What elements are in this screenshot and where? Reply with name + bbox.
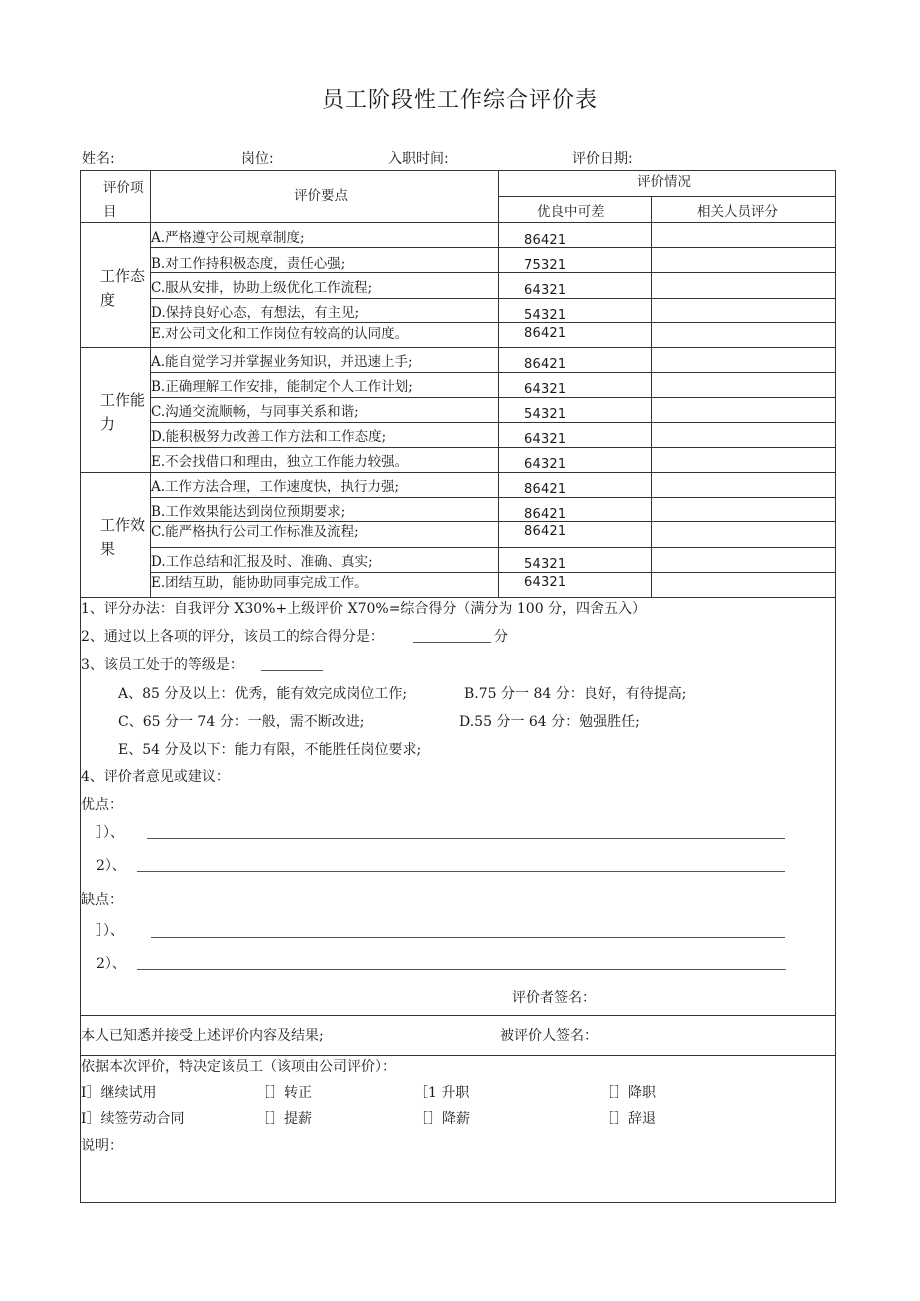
- name-label: 姓名:: [82, 151, 115, 167]
- defect-2-field[interactable]: [137, 969, 786, 970]
- header-bottom-line: [80, 222, 836, 223]
- result-item-c: C.能严格执行公司工作标准及流程;: [151, 524, 359, 540]
- grade-c: C、65 分一 74 分：一般，需不断改进;: [118, 714, 365, 730]
- section-ability-name: 工作能 力: [100, 391, 146, 433]
- option-dismiss[interactable]: ［］辞退: [600, 1111, 656, 1127]
- result-item-d: D.工作总结和汇报及时、准确、真实;: [151, 554, 373, 570]
- header-item: 评价项: [103, 180, 144, 196]
- merit-1-field[interactable]: [147, 838, 785, 839]
- evaluatee-signature-label: 被评价人签名：: [500, 1028, 598, 1044]
- defect-2-label: 2）、: [96, 956, 126, 972]
- attitude-item-e: E.对公司文化和工作岗位有较高的认同度。: [151, 326, 409, 342]
- header-situation: 评价情况: [637, 174, 691, 190]
- opinion-label: 4、评价者意见或建议：: [81, 769, 230, 785]
- attitude-item-a: A.严格遵守公司规章制度;: [151, 230, 305, 246]
- result-item-e: E.团结互助，能协助同事完成工作。: [151, 575, 368, 591]
- defect-1-field[interactable]: [151, 937, 785, 938]
- ability-score-e: 64321: [524, 457, 567, 472]
- result-item-a: A.工作方法合理，工作速度快，执行力强;: [151, 479, 400, 495]
- acknowledge-text: 本人已知悉并接受上述评价内容及结果;: [81, 1028, 324, 1044]
- grade-level-prefix: 3、该员工处于的等级是：: [81, 657, 244, 673]
- result-score-e: 64321: [524, 575, 567, 590]
- header-divider: [498, 196, 835, 197]
- evaluator-signature-label: 评价者签名：: [512, 990, 596, 1006]
- header-points: 评价要点: [294, 188, 348, 204]
- total-score-prefix: 2、通过以上各项的评分，该员工的综合得分是：: [81, 629, 384, 645]
- ability-score-b: 64321: [524, 382, 567, 397]
- ability-score-d: 64321: [524, 432, 567, 447]
- header-grades: 优良中可差: [537, 204, 605, 220]
- attitude-score-d: 54321: [524, 308, 567, 323]
- page-title: 员工阶段性工作综合评价表: [321, 88, 598, 113]
- attitude-item-b: B.对工作持积极态度，责任心强;: [151, 256, 346, 272]
- remark-label: 说明：: [81, 1138, 123, 1154]
- merit-2-label: 2）、: [96, 858, 126, 874]
- grade-d: D.55 分一 64 分：勉强胜任;: [459, 714, 640, 730]
- header-others: 相关人员评分: [697, 204, 778, 220]
- merit-2-field[interactable]: [137, 871, 785, 872]
- decision-intro: 依据本次评价，特决定该员工（该项由公司评价）：: [81, 1059, 396, 1075]
- result-score-c: 86421: [524, 524, 567, 539]
- attitude-score-b: 75321: [524, 258, 567, 273]
- attitude-score-c: 64321: [524, 283, 567, 298]
- section-attitude-bottom: [80, 347, 836, 348]
- ability-score-a: 86421: [524, 357, 567, 372]
- header-item-line2: 目: [103, 204, 117, 220]
- grade-a: A、85 分及以上：优秀，能有效完成岗位工作;: [118, 686, 408, 702]
- scoring-method: 1、评分办法：自我评分 X30%+上级评价 X70%=综合得分（满分为 100 分，四舍五入）: [81, 601, 647, 617]
- position-label: 岗位:: [241, 151, 274, 167]
- attitude-item-c: C.服从安排，协助上级优化工作流程;: [151, 280, 373, 296]
- defects-label: 缺点：: [81, 892, 123, 908]
- ability-item-b: B.正确理解工作安排，能制定个人工作计划;: [151, 379, 413, 395]
- section-attitude-name: 工作态 度: [100, 267, 146, 309]
- result-score-d: 54321: [524, 557, 567, 572]
- option-demote[interactable]: ［］降职: [600, 1085, 656, 1101]
- defect-1-label: ］）、: [96, 923, 124, 939]
- option-raise-salary[interactable]: ［］提薪: [256, 1111, 312, 1127]
- col-divider-points: [498, 170, 499, 597]
- result-score-a: 86421: [524, 482, 567, 497]
- grade-b: B.75 分一 84 分：良好，有待提高;: [464, 686, 687, 702]
- ability-item-a: A.能自觉学习并掌握业务知识，并迅速上手;: [151, 354, 413, 370]
- total-score-unit: 分: [494, 629, 508, 645]
- option-regularize[interactable]: ［］转正: [256, 1085, 312, 1101]
- attitude-item-d: D.保持良好心态，有想法，有主见;: [151, 305, 360, 321]
- section-ability-bottom: [80, 472, 836, 473]
- attitude-score-e: 86421: [524, 326, 567, 341]
- grade-level-field[interactable]: [261, 670, 323, 671]
- option-cut-salary[interactable]: ［］降薪: [414, 1111, 470, 1127]
- total-score-field[interactable]: [413, 642, 491, 643]
- option-continue-probation[interactable]: I］继续试用: [81, 1085, 157, 1101]
- grade-e: E、54 分及以下：能力有限，不能胜任岗位要求;: [118, 742, 422, 758]
- eval-date-label: 评价日期:: [572, 151, 633, 167]
- ability-score-c: 54321: [524, 407, 567, 422]
- result-score-b: 86421: [524, 507, 567, 522]
- result-item-b: B.工作效果能达到岗位预期要求;: [151, 504, 346, 520]
- ability-item-c: C.沟通交流顺畅，与同事关系和谐;: [151, 404, 359, 420]
- section-result-bottom: [80, 597, 836, 598]
- section-result-name: 工作效 果: [100, 516, 146, 558]
- merits-label: 优点：: [81, 797, 123, 813]
- ability-item-d: D.能积极努力改善工作方法和工作态度;: [151, 429, 387, 445]
- option-promote[interactable]: ［1 升职: [414, 1085, 470, 1101]
- attitude-score-a: 86421: [524, 233, 567, 248]
- hire-date-label: 入职时间:: [388, 151, 449, 167]
- ability-item-e: E.不会找借口和理由，独立工作能力较强。: [151, 454, 409, 470]
- merit-1-label: ］）、: [96, 825, 124, 841]
- option-renew-contract[interactable]: I］续签劳动合同: [81, 1111, 185, 1127]
